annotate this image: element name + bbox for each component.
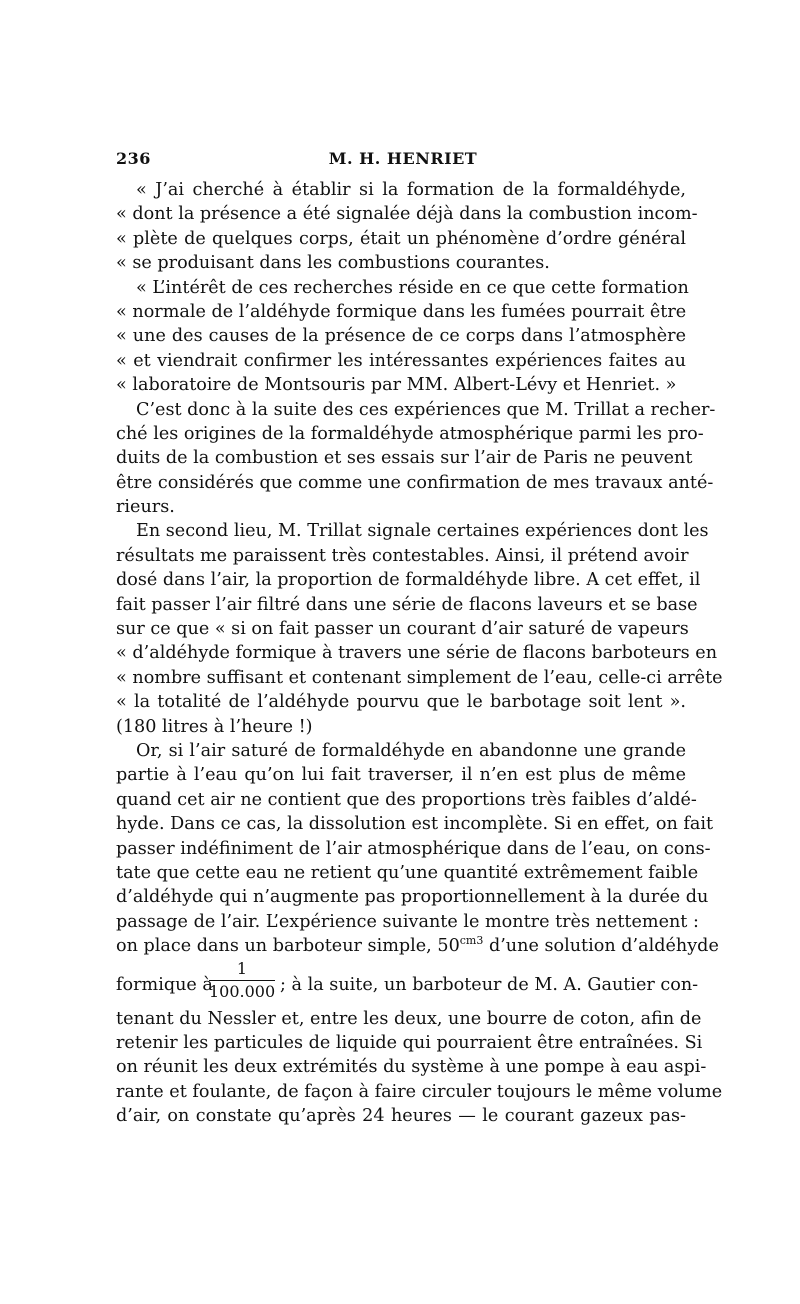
- text-line: d’aldéhyde qui n’augmente pas proportionnellement à la durée du: [116, 887, 709, 908]
- text-line: retenir les particules de liquide qui pourraient être entraînées. Si: [116, 1032, 703, 1053]
- formula-line: [116, 958, 699, 1007]
- text-line: « plète de quelques corps, était un phénomène d’ordre général: [116, 228, 686, 249]
- formula-before: formique à: [116, 974, 213, 995]
- text-line: « d’aldéhyde formique à travers une série de flacons barboteurs en: [116, 643, 718, 664]
- text-line: quand cet air ne contient que des proportions très faibles d’aldé-: [116, 789, 697, 810]
- text-line: ché les origines de la formaldéhyde atmosphérique parmi les pro-: [116, 423, 704, 444]
- cm3-before: on place dans un barboteur simple, 50: [116, 936, 460, 957]
- fraction-denominator: 100.000: [209, 981, 276, 1001]
- text-line: rieurs.: [116, 497, 175, 518]
- text-line: « nombre suffisant et contenant simplement de l’eau, celle-ci arrête: [116, 667, 723, 688]
- text-line: « laboratoire de Montsouris par MM. Albert-Lévy et Henriet. »: [116, 375, 677, 396]
- text-line: C’est donc à la suite des ces expériences que M. Trillat a recher-: [136, 399, 716, 420]
- fraction-numerator: 1: [236, 958, 248, 978]
- text-line: hyde. Dans ce cas, la dissolution est incomplète. Si en effet, on fait: [116, 814, 714, 835]
- text-line: on réunit les deux extrémités du système à une pompe à eau aspi-: [116, 1057, 707, 1078]
- text-line: passage de l’air. L’expérience suivante le montre très nettement :: [116, 911, 699, 932]
- text-line-cm3: [116, 934, 719, 958]
- text-line: « L’intérêt de ces recherches réside en ce que cette formation: [136, 277, 689, 298]
- text-line: « normale de l’aldéhyde formique dans les fumées pourrait être: [116, 301, 687, 322]
- text-line: « la totalité de l’aldéhyde pourvu que le barbotage soit lent ».: [116, 692, 686, 713]
- text-line: passer indéfiniment de l’air atmosphérique dans de l’eau, on cons-: [116, 838, 711, 859]
- text-line: (180 litres à l’heure !): [116, 716, 313, 737]
- running-title: M. H. HENRIET: [328, 149, 478, 168]
- page-number: 236: [116, 149, 151, 168]
- text-line: être considérés que comme une confirmation de mes travaux anté-: [116, 472, 714, 493]
- text-line: En second lieu, M. Trillat signale certaines expériences dont les: [136, 521, 709, 542]
- text-body: [116, 178, 723, 1128]
- text-line: tate que cette eau ne retient qu’une quantité extrêmement faible: [116, 862, 699, 883]
- text-line: « une des causes de la présence de ce corps dans l’atmosphère: [116, 326, 686, 347]
- text-line: fait passer l’air filtré dans une série de flacons laveurs et se base: [116, 594, 698, 615]
- text-line: sur ce que « si on fait passer un courant d’air saturé de vapeurs: [116, 619, 689, 640]
- text-line: partie à l’eau qu’on lui fait traverser, il n’en est plus de même: [116, 765, 686, 786]
- running-header: [116, 149, 690, 173]
- formula-after: ; à la suite, un barboteur de M. A. Gautier con-: [280, 974, 699, 995]
- fraction: [209, 959, 275, 1002]
- text-line: résultats me paraissent très contestables. Ainsi, il prétend avoir: [116, 545, 689, 566]
- text-line: « et viendrait confirmer les intéressantes expériences faites au: [116, 350, 686, 371]
- text-line: « dont la présence a été signalée déjà dans la combustion incom-: [116, 204, 698, 225]
- text-line: tenant du Nessler et, entre les deux, une bourre de coton, afin de: [116, 1008, 702, 1029]
- text-line: d’air, on constate qu’après 24 heures — le courant gazeux pas-: [116, 1106, 686, 1127]
- fraction-bar: [209, 980, 275, 981]
- text-line: dosé dans l’air, la proportion de formaldéhyde libre. A cet effet, il: [116, 570, 701, 591]
- text-line: « se produisant dans les combustions courantes.: [116, 253, 550, 274]
- cm3-after: d’une solution d’aldéhyde: [483, 936, 719, 957]
- text-line: duits de la combustion et ses essais sur l’air de Paris ne peuvent: [116, 448, 693, 469]
- text-line: Or, si l’air saturé de formaldéhyde en abandonne une grande: [136, 740, 686, 761]
- text-line: « J’ai cherché à établir si la formation de la formaldéhyde,: [136, 180, 686, 200]
- cm3-unit: cm3: [459, 934, 484, 948]
- text-line: rante et foulante, de façon à faire circuler toujours le même volume: [116, 1081, 723, 1102]
